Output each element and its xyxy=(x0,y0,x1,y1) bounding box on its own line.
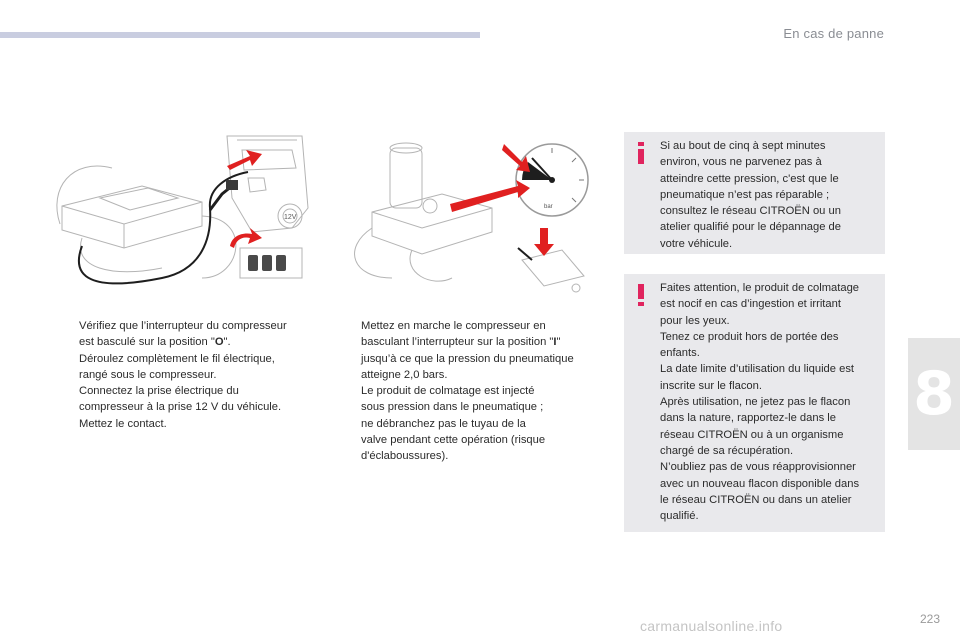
list-item xyxy=(60,318,322,351)
note-line: pour les yeux. xyxy=(660,314,730,327)
list-item xyxy=(342,318,604,465)
exclamation-icon xyxy=(634,284,648,306)
chapter-tab xyxy=(908,338,960,450)
step-line: sous pression dans le pneumatique ; xyxy=(361,401,544,414)
note-line: environ, vous ne parvenez pas à xyxy=(660,156,822,169)
note-line: Après utilisation, ne jetez pas le flacon xyxy=(660,396,851,409)
step-line: Le produit de colmatage est injecté xyxy=(361,385,535,398)
step-line: Déroulez complètement le fil électrique, xyxy=(79,352,275,365)
compressor-gauge-drawing xyxy=(332,128,602,294)
chapter-number: 8 xyxy=(913,359,955,429)
note-line: pneumatique n’est pas réparable ; xyxy=(660,188,830,201)
step-line: Vérifiez que l’interrupteur du compresseur xyxy=(79,320,287,332)
note-line: qualifié. xyxy=(660,510,699,523)
page-number: 223 xyxy=(919,612,940,626)
note-line: inscrite sur le flacon. xyxy=(660,379,762,392)
note-line: consultez le réseau CITROËN ou un xyxy=(660,205,841,218)
note-line: le réseau CITROËN ou dans un atelier xyxy=(660,493,852,506)
list-item xyxy=(60,383,322,416)
list-item xyxy=(60,416,322,432)
note-line: avec un nouveau flacon disponible dans xyxy=(660,477,860,490)
illustration-compressor-connection xyxy=(52,128,314,294)
switch-position-i: I xyxy=(553,336,557,349)
step-line: Connectez la prise électrique du xyxy=(79,385,239,398)
step-line: rangé sous le compresseur. xyxy=(79,368,217,381)
section-title: En cas de panne xyxy=(783,26,884,41)
info-icon xyxy=(634,142,648,164)
note-line: chargé de sa récupération. xyxy=(660,444,794,457)
note-line: atelier qualifié pour le dépannage de xyxy=(660,221,842,234)
compressor-connection-drawing xyxy=(52,128,314,294)
step-line: ne débranchez pas le tuyau de la xyxy=(361,417,526,430)
step-line: jusqu’à ce que la pression du pneumatique xyxy=(361,352,574,365)
svg-text:12V: 12V xyxy=(284,214,297,221)
step-line: valve pendant cette opération (risque xyxy=(361,434,546,447)
warning-note xyxy=(624,274,885,532)
step-line: atteigne 2,0 bars. xyxy=(361,368,448,381)
step-line: compresseur à la prise 12 V du véhicule. xyxy=(79,401,282,414)
step-line: basculant l’interrupteur sur la position "I" xyxy=(361,336,561,349)
gauge-label: bar xyxy=(544,204,553,210)
step-line: d'éclaboussures). xyxy=(361,450,449,463)
list-item xyxy=(60,351,322,384)
step-line: Mettez en marche le compresseur en xyxy=(361,320,546,332)
note-line: réseau CITROËN ou à un organisme xyxy=(660,428,844,441)
step-line: Mettez le contact. xyxy=(79,417,167,430)
note-line: La date limite d’utilisation du liquide est xyxy=(660,363,855,376)
header-bar xyxy=(0,32,480,38)
note-line: enfants. xyxy=(660,347,700,360)
note-line: votre véhicule. xyxy=(660,237,733,250)
watermark: carmanualsonline.info xyxy=(640,618,783,634)
step-line: est basculé sur la position "O". xyxy=(79,336,231,349)
note-line: Tenez ce produit hors de portée des xyxy=(660,330,839,343)
note-line: est nocif en cas d’ingestion et irritant xyxy=(660,298,841,311)
note-line: Si au bout de cinq à sept minutes xyxy=(660,140,826,152)
steps-list-2 xyxy=(342,318,604,465)
note-line: atteindre cette pression, c'est que le xyxy=(660,172,839,185)
note-line: Faites attention, le produit de colmatage xyxy=(660,282,860,294)
info-note xyxy=(624,132,885,254)
switch-position-o: O xyxy=(214,336,224,349)
illustration-compressor-gauge xyxy=(332,128,602,294)
note-line: dans la nature, rapportez-le dans le xyxy=(660,412,837,425)
steps-list-1 xyxy=(60,318,322,432)
note-line: N’oubliez pas de vous réapprovisionner xyxy=(660,461,856,474)
